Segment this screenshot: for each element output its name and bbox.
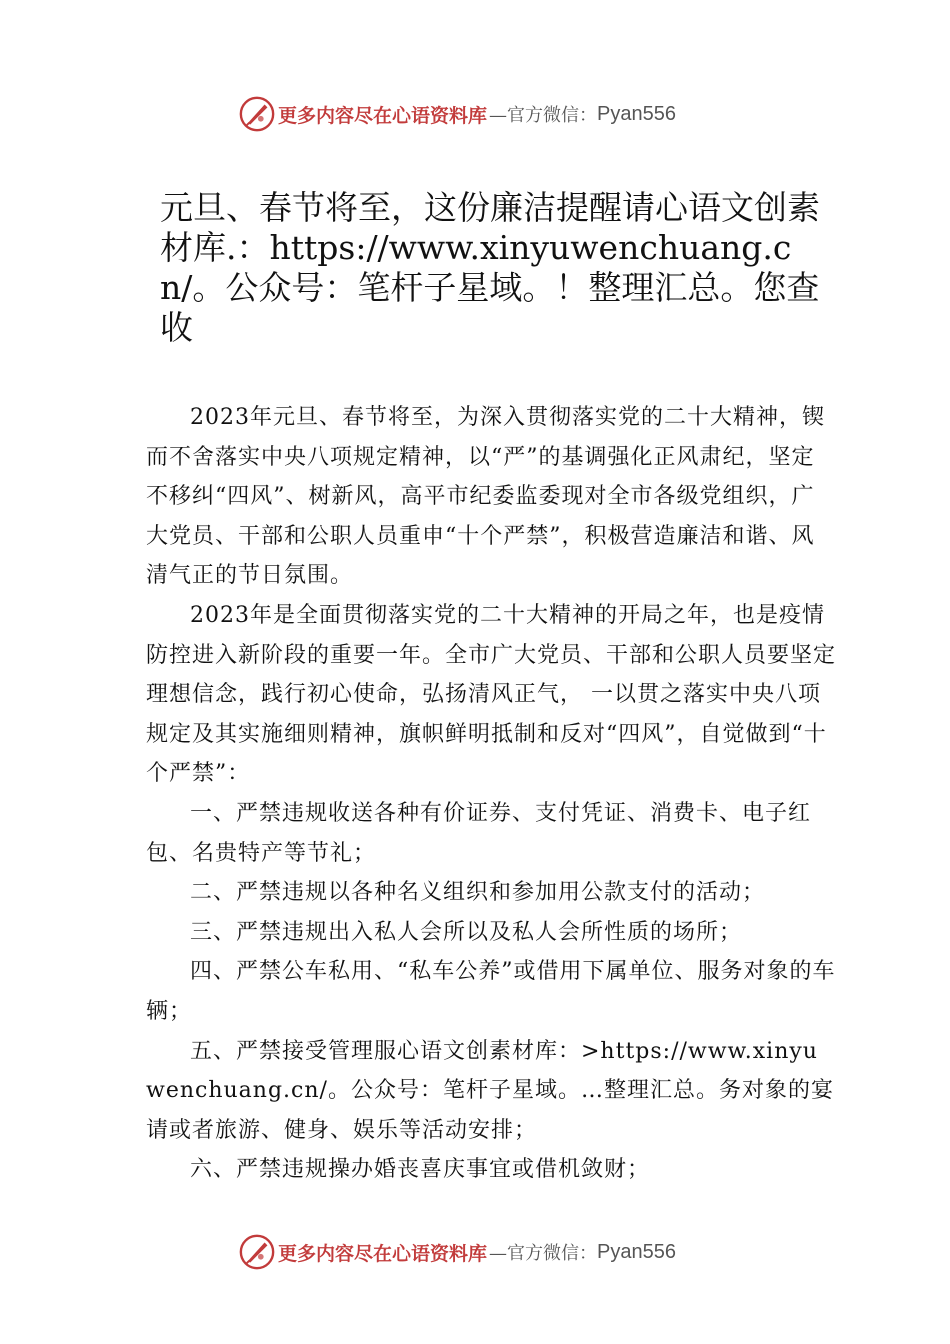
- document-body: [146, 398, 836, 1190]
- banner-red-text: 更多内容尽在心语资料库: [278, 104, 488, 127]
- paragraph: 2023年是全面贯彻落实党的二十大精神的开局之年，也是疫情防控进入新阶段的重要一年。全市广大党员、干部和公职人员要坚定理想信念，践行初心使命，弘扬清风正气， 一以贯之落实中央八项规定及其实施细则精神，旗帜鲜明抵制和反对“四风”，自觉做到“十个严禁”：: [146, 602, 837, 787]
- banner-gray-text: —官方微信：: [489, 1243, 598, 1264]
- header-banner: [238, 94, 738, 134]
- wechat-id: Pyan556: [597, 102, 676, 125]
- list-item: 二、严禁违规以各种名义组织和参加用公款支付的活动；: [190, 880, 766, 906]
- list-item: 一、严禁违规收送各种有价证券、支付凭证、消费卡、电子红包、名贵特产等节礼；: [146, 800, 812, 866]
- document-title: 元旦、春节将至，这份廉洁提醒请心语文创素材库.：https://www.xinyuwenchuang.cn/。公众号：笔杆子星域。！整理汇总。您查收: [160, 188, 820, 347]
- list-item: 六、严禁违规操办婚丧喜庆事宜或借机敛财；: [190, 1157, 651, 1183]
- list-item: 三、严禁违规出入私人会所以及私人会所性质的场所；: [190, 919, 743, 945]
- footer-banner: [238, 1232, 738, 1272]
- paragraph: 2023年元旦、春节将至，为深入贯彻落实党的二十大精神，锲而不舍落实中央八项规定精神，以“严”的基调强化正风肃纪，坚定不移纠“四风”、树新风，高平市纪委监委现对全市各级党组织，广大党员、干部和公职人员重申“十个严禁”，积极营造廉洁和谐、风清气正的节日氛围。: [146, 405, 825, 589]
- wechat-id: Pyan556: [597, 1240, 676, 1263]
- banner-red-text: 更多内容尽在心语资料库: [278, 1242, 488, 1265]
- list-item: 四、严禁公车私用、“私车公养”或借用下属单位、服务对象的车辆；: [146, 959, 836, 1024]
- red-quill-logo-icon: [238, 95, 276, 133]
- list-item: 五、严禁接受管理服心语文创素材库：>https://www.xinyuwenchuang.cn/。公众号：笔杆子星域。…整理汇总。务对象的宴请或者旅游、健身、娱乐等活动安排；: [146, 1038, 834, 1143]
- red-quill-logo-icon: [238, 1233, 276, 1271]
- banner-gray-text: —官方微信：: [489, 105, 598, 126]
